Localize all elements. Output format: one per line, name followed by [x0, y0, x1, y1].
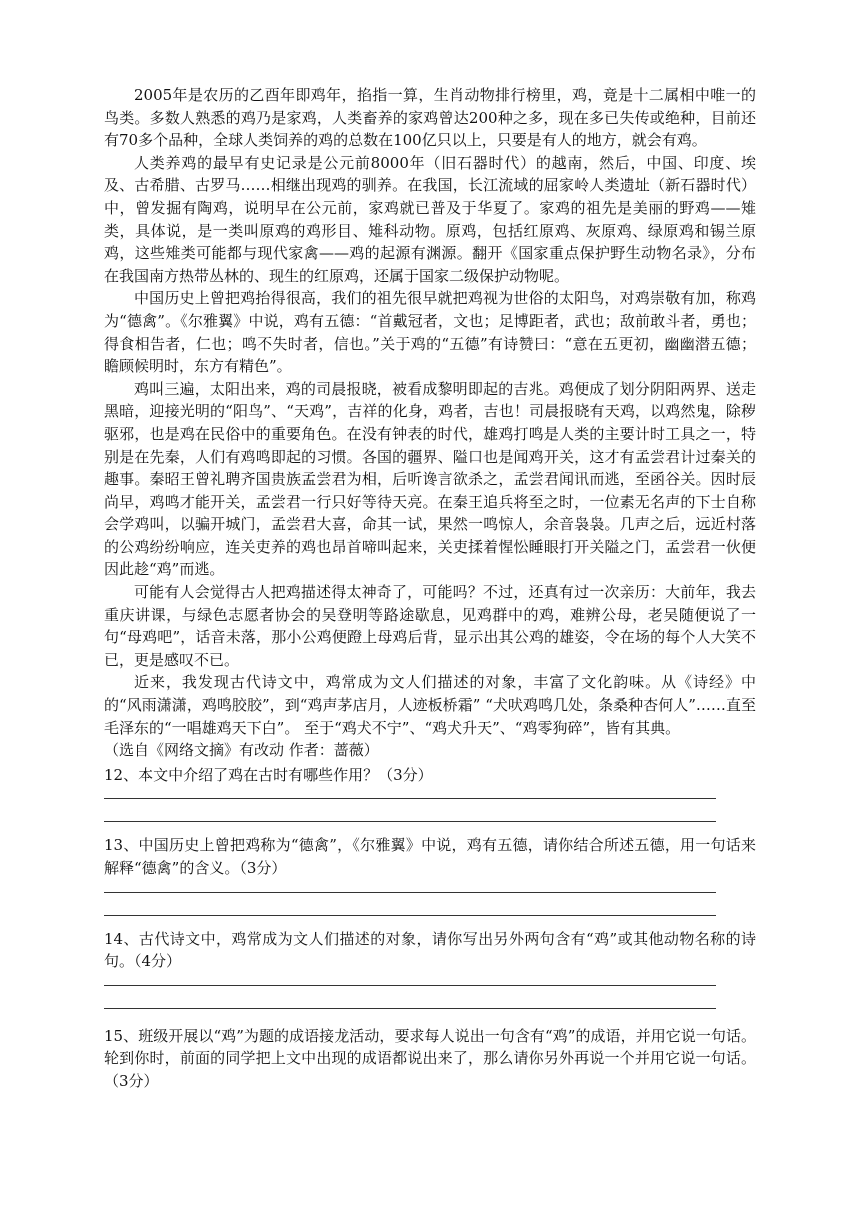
answer-area-14[interactable] [104, 973, 756, 1009]
answer-area-12[interactable] [104, 786, 756, 822]
article-body [104, 84, 756, 762]
article-paragraph-3: 中国历史上曾把鸡抬得很高，我们的祖先很早就把鸡视为世俗的太阳鸟，对鸡崇敬有加，称鸡为“德禽”。《尔雅翼》中说，鸡有五德：“首戴冠者，文也；足博距者，武也；敌前敢斗者，勇也；得食相告者，仁也；鸣不失时者，信也。”关于鸡的“五德”有诗赞曰：“意在五更初，幽幽潜五德；瞻顾候明时，东方有精色”。 [104, 289, 756, 376]
article-source: （选自《网络文摘》有改动 作者：蔷薇） [104, 741, 379, 760]
answer-line[interactable] [104, 915, 716, 916]
article-paragraph-4: 鸡叫三遍，太阳出来，鸡的司晨报晓，被看成黎明即起的吉兆。鸡便成了划分阴阳两界、送走黑暗，迎接光明的“阳鸟”、“天鸡”，吉祥的化身，鸡者，吉也！司晨报晓有天鸡，以鸡然鬼，除秽驱邪，也是鸡在民俗中的重要角色。在没有钟表的时代，雄鸡打鸣是人类的主要计时工具之一，特别是在先秦，人们有鸡鸣即起的习惯。各国的疆界、隘口也是闻鸡开关，这才有孟尝君计过秦关的趣事。秦昭王曾礼聘齐国贵族孟尝君为相，后听谗言欲杀之，孟尝君闻讯而逃，至函谷关。因时辰尚早，鸡鸣才能开关，孟尝君一行只好等待天亮。在秦王追兵将至之时，一位素无名声的下士自称会学鸡叫，以骗开城门，孟尝君大喜，命其一试，果然一鸣惊人，余音袅袅。几声之后，远近村落的公鸡纷纷响应，连关吏养的鸡也昂首啼叫起来，关吏揉着惺忪睡眼打开关隘之门，孟尝君一伙便因此趁“鸡”而逃。 [104, 379, 756, 579]
answer-line[interactable] [104, 798, 716, 799]
answer-line[interactable] [104, 1008, 716, 1009]
question-15-text: 15、班级开展以“鸡”为题的成语接龙活动，要求每人说出一句含有“鸡”的成语，并用它说一句话。轮到你时，前面的同学把上文中出现的成语都说出来了，那么请你另外再说一个并用它说一句话。 （3分） [104, 1026, 756, 1090]
answer-area-13[interactable] [104, 880, 756, 916]
question-14 [104, 928, 756, 1009]
article-paragraph-1: 2005年是农历的乙酉年即鸡年，掐指一算，生肖动物排行榜里，鸡，竟是十二属相中唯一的鸟类。多数人熟悉的鸡乃是家鸡，人类畜养的家鸡曾达200种之多，现在多已失传或绝种，目前还有70多个品种，全球人类饲养的鸡的总数在100亿只以上，只要是有人的地方，就会有鸡。 [104, 86, 756, 150]
question-15 [104, 1025, 756, 1093]
answer-line[interactable] [104, 892, 716, 893]
article-paragraph-2: 人类养鸡的最早有史记录是公元前8000年（旧石器时代）的越南，然后，中国、印度、埃及、古希腊、古罗马……相继出现鸡的驯养。在我国，长江流域的屈家岭人类遗址（新石器时代）中，曾发掘有陶鸡，说明早在公元前，家鸡就已普及于华夏了。家鸡的祖先是美丽的野鸡——雉类，具体说，是一类叫原鸡的鸡形目、雉科动物。原鸡，包括红原鸡、灰原鸡、绿原鸡和锡兰原鸡，这些雉类可能都与现代家禽——鸡的起源有渊源。翻开《国家重点保护野生动物名录》，分布在我国南方热带丛林的、现生的红原鸡，还属于国家二级保护动物呢。 [104, 153, 756, 285]
question-13 [104, 834, 756, 915]
article-paragraph-6: 近来，我发现古代诗文中，鸡常成为文人们描述的对象，丰富了文化韵味。从《诗经》中的“风雨潇潇，鸡鸣胶胶”，到“鸡声茅店月，人迹板桥霜” “犬吠鸡鸣几处，条桑种杏何人”……直至毛泽东的“一唱雄鸡天下白”。 至于“鸡犬不宁”、“鸡犬升天”、“鸡零狗碎”，皆有其典。 [104, 673, 756, 737]
answer-line[interactable] [104, 985, 716, 986]
question-13-text: 13、中国历史上曾把鸡称为“德禽”，《尔雅翼》中说，鸡有五德，请你结合所述五德，用一句话来解释“德禽”的含义。（3分） [104, 836, 756, 877]
question-12-text: 12、本文中介绍了鸡在古时有哪些作用？（3分） [104, 765, 433, 784]
document-page [104, 84, 756, 1093]
question-14-text: 14、古代诗文中，鸡常成为文人们描述的对象，请你写出另外两句含有“鸡”或其他动物名称的诗句。（4分） [104, 929, 756, 971]
answer-line[interactable] [104, 821, 716, 822]
question-12 [104, 764, 756, 823]
article-paragraph-5: 可能有人会觉得古人把鸡描述得太神奇了，可能吗？不过，还真有过一次亲历：大前年，我去重庆讲课，与绿色志愿者协会的吴登明等路途歇息，见鸡群中的鸡，难辨公母，老吴随便说了一句“母鸡吧”，话音未落，那小公鸡便蹬上母鸡后背，显示出其公鸡的雄姿，令在场的每个人大笑不已，更是感叹不已。 [104, 583, 756, 669]
